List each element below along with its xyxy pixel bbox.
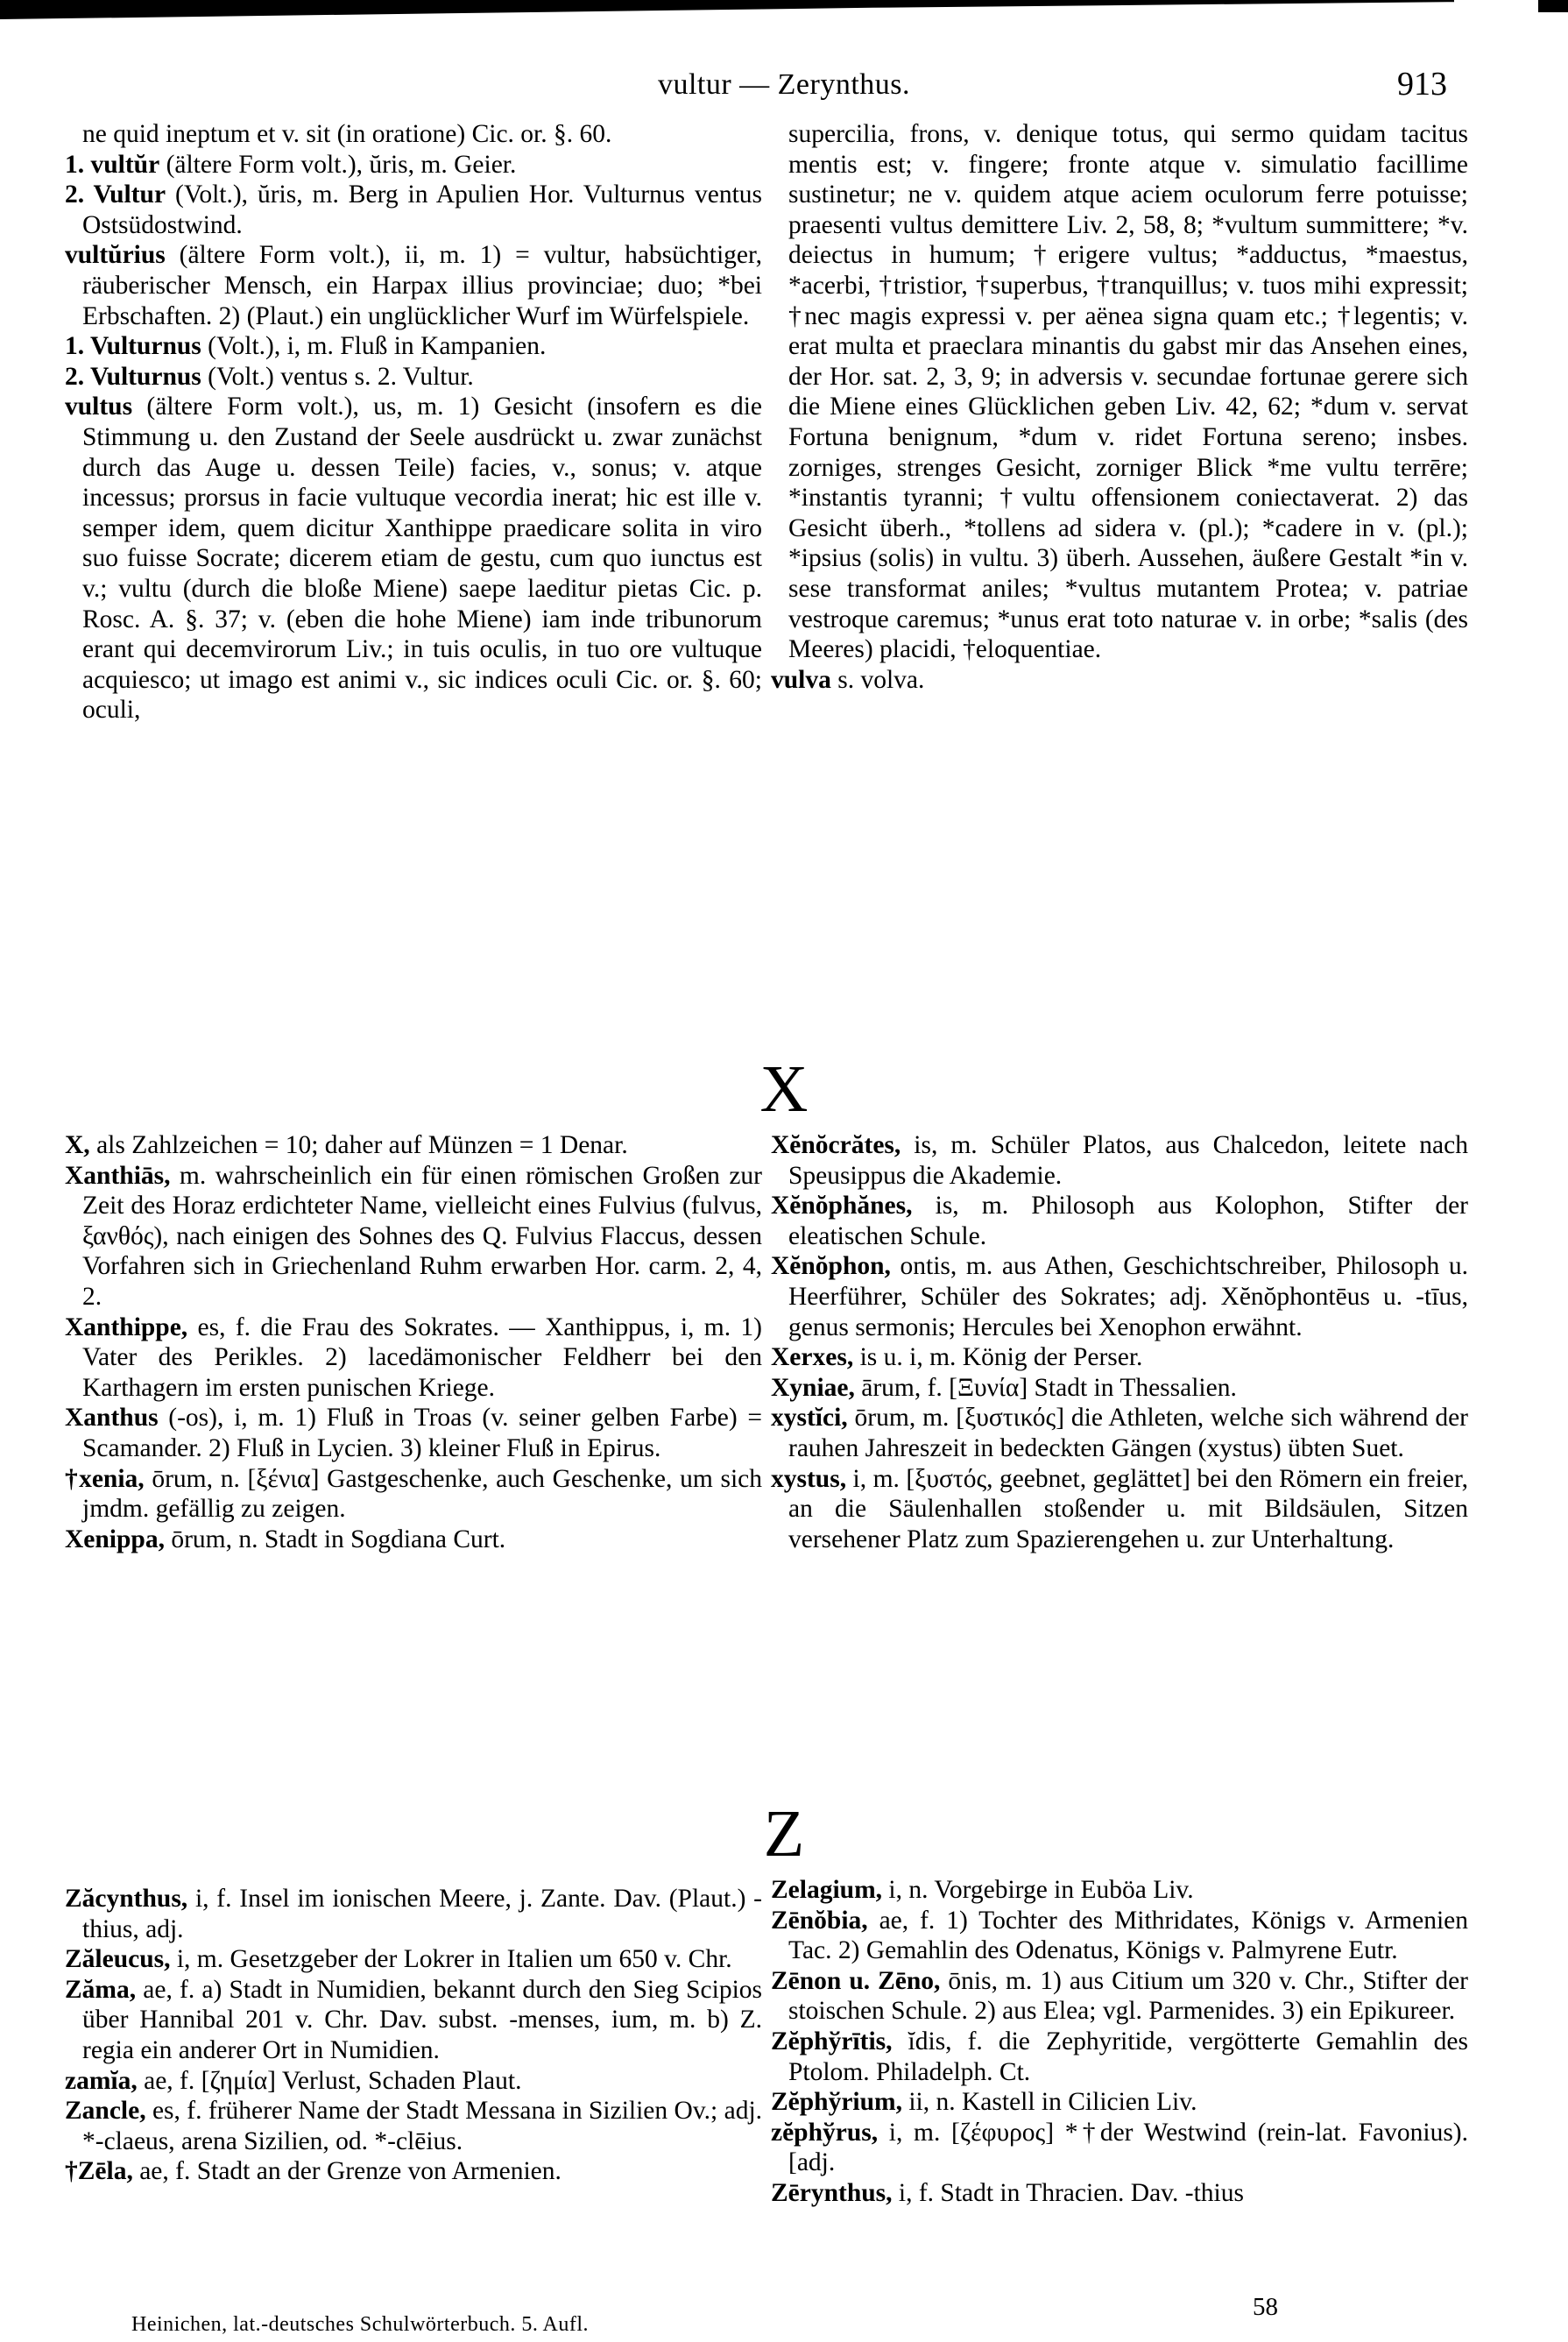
headword: vultŭrius — [65, 241, 166, 270]
dictionary-entry — [65, 2066, 762, 2097]
entry-definition: i, f. Insel im ionischen Meere, j. Zante. Dav. (Plaut.) -thius, adj. — [82, 1885, 762, 1943]
entry-definition: ae, f. Stadt an der Grenze von Armenien. — [132, 2157, 562, 2186]
headword: vultus — [65, 393, 133, 421]
entry-definition: ĭdis, f. die Zephyritide, vergötterte Gemahlin des Ptolom. Philadelph. Ct. — [788, 2027, 1468, 2086]
entry-definition: (-os), i, m. 1) Fluß in Troas (v. seiner gelben Farbe) = Scamander. 2) Fluß in Lycien. 3) kleiner Fluß in Epirus. — [82, 1404, 762, 1462]
entry-definition: (Volt.), i, m. Fluß in Kampanien. — [201, 332, 547, 361]
dictionary-entry — [771, 1906, 1468, 1966]
headword: Zancle, — [65, 2097, 146, 2126]
column-v-left — [65, 119, 762, 725]
column-z-right — [771, 1875, 1468, 2209]
entry-definition: (ältere Form volt.), ŭris, m. Geier. — [159, 150, 517, 179]
entry-definition: i, n. Vorgebirge in Euböa Liv. — [882, 1876, 1194, 1904]
dictionary-entry — [65, 1161, 762, 1313]
dictionary-entry — [65, 180, 762, 240]
entry-definition: ōrum, n. [ξένια] Gastgeschenke, auch Geschenke, um sich jmdm. gefällig zu zeigen. — [82, 1464, 762, 1524]
headword: vulva — [771, 665, 831, 694]
entry-definition: (ältere Form volt.), ii, m. 1) = vultur, habsüchtiger, räuberischer Mensch, ein Harpax illius provinciae; duo; *bei Erbschaften. 2) (Plaut.) ein unglücklicher Wurf im Würfelspiele. — [82, 241, 762, 330]
section-heading-x: X — [759, 1052, 809, 1126]
entry-definition: es, f. die Frau des Sokrates. — Xanthippus, i, m. 1) Vater des Perikles. 2) lacedämonischer Feldherr bei den Karthagern im ersten punischen Kriege. — [82, 1313, 762, 1402]
entry-definition: is u. i, m. König der Perser. — [853, 1343, 1143, 1372]
entry-definition: (Volt.), ŭris, m. Berg in Apulien Hor. Vulturnus ventus Ostsüdostwind. — [82, 180, 762, 239]
dictionary-entry — [65, 2096, 762, 2156]
headword: Zăma, — [65, 1975, 137, 2004]
signature-mark: 58 — [1253, 2293, 1278, 2321]
dictionary-entry — [65, 119, 762, 150]
headword: Xĕnŏphon, — [771, 1252, 891, 1281]
entry-definition: ne quid ineptum et v. sit (in oratione) Cic. or. §. 60. — [82, 120, 612, 148]
entry-definition: i, m. Gesetzgeber der Lokrer in Italien um 650 v. Chr. — [170, 1945, 732, 1974]
dictionary-entry — [771, 665, 1468, 696]
entry-definition: i, m. [ζέφυρος] *†der Westwind (rein-lat. Favonius). [adj. — [788, 2118, 1468, 2177]
dictionary-entry — [65, 1313, 762, 1404]
dictionary-entry — [771, 2178, 1468, 2209]
headword: Zăleucus, — [65, 1945, 171, 1974]
column-x-left — [65, 1130, 762, 1554]
headword: Xyniae, — [771, 1373, 855, 1402]
entry-definition: ārum, f. [Ξυνία] Stadt in Thessalien. — [854, 1373, 1237, 1402]
dictionary-entry — [65, 362, 762, 393]
entry-definition: ōnis, m. 1) aus Citium um 320 v. Chr., Stifter der stoischen Schule. 2) aus Elea; vgl. Parmenides. 3) ein Epikureer. — [788, 1966, 1468, 2026]
dictionary-entry — [65, 1944, 762, 1975]
entry-definition: m. wahrscheinlich ein für einen römischen Großen zur Zeit des Horaz erdichteter Name, vielleicht eines Fulvius (fulvus, ξανθός), nach einigen des Sohnes des Q. Fulvius Flaccus, dessen Vorfahren sich in Griechenland Ruhm erwarben Hor. carm. 2, 4, 2. — [82, 1161, 762, 1311]
headword: Zăcynthus, — [65, 1885, 188, 1913]
dictionary-entry — [771, 1464, 1468, 1555]
scan-edge-band — [0, 0, 1454, 19]
dictionary-entry — [65, 331, 762, 362]
headword: Zĕphўrium, — [771, 2088, 902, 2117]
running-head: vultur — Zerynthus. — [657, 68, 911, 101]
dictionary-entry — [771, 2027, 1468, 2087]
dictionary-entry — [65, 1884, 762, 1944]
dictionary-entry — [771, 1130, 1468, 1191]
dictionary-entry — [771, 2118, 1468, 2178]
entry-definition: is, m. Philosoph aus Kolophon, Stifter der eleatischen Schule. — [788, 1192, 1468, 1250]
dictionary-entry — [65, 150, 762, 180]
dictionary-entry — [65, 1975, 762, 2066]
dictionary-entry — [65, 2156, 762, 2187]
dictionary-entry — [771, 1875, 1468, 1906]
entry-definition: ae, f. a) Stadt in Numidien, bekannt durch den Sieg Scipios über Hannibal 201 v. Chr. Dav. subst. -menses, ium, m. b) Z. regia ein anderer Ort in Numidien. — [82, 1975, 762, 2064]
headword: zamĭa, — [65, 2066, 138, 2095]
headword: Zelagium, — [771, 1876, 883, 1904]
headword: 1. Vulturnus — [65, 332, 201, 361]
dictionary-entry — [771, 1373, 1468, 1404]
dictionary-entry — [65, 1464, 762, 1525]
column-v-right — [771, 119, 1468, 695]
dictionary-entry — [771, 1251, 1468, 1342]
headword: Zēnon u. Zēno, — [771, 1966, 941, 1995]
headword: Xanthippe, — [65, 1313, 188, 1341]
headword: xystus, — [771, 1464, 847, 1493]
headword: X, — [65, 1131, 90, 1159]
dictionary-entry — [65, 1403, 762, 1463]
entry-definition: ōrum, m. [ξυστικός] die Athleten, welche sich während der rauhen Jahreszeit in bedeckten Gängen (xystus) übten Suet. — [788, 1404, 1468, 1462]
dictionary-entry — [65, 1130, 762, 1161]
headword: 2. Vulturnus — [65, 362, 201, 391]
headword: Xĕnŏphănes, — [771, 1192, 913, 1221]
dictionary-entry — [771, 2087, 1468, 2118]
column-x-right — [771, 1130, 1468, 1554]
headword: zĕphўrus, — [771, 2118, 879, 2147]
dictionary-entry — [771, 1966, 1468, 2027]
headword: 1. vultŭr — [65, 150, 160, 179]
entry-definition: es, f. früherer Name der Stadt Messana in Sizilien Ov.; adj. *-claeus, arena Sizilien, od. *-clēius. — [82, 2097, 763, 2155]
headword: xystĭci, — [771, 1404, 848, 1433]
entry-definition: i, m. [ξυστός, geebnet, geglättet] bei den Römern ein freier, an die Säulenhallen stoßender u. mit Bildsäulen, Sitzen versehener Platz zum Spazierengehen u. zur Unterhaltung. — [788, 1464, 1468, 1553]
page-number: 913 — [1397, 66, 1447, 103]
entry-definition: ōrum, n. Stadt in Sogdiana Curt. — [164, 1525, 506, 1553]
entry-definition: (Volt.) ventus s. 2. Vultur. — [201, 362, 474, 391]
headword: Xĕnŏcrătes, — [771, 1131, 901, 1159]
dictionary-entry — [65, 1525, 762, 1555]
entry-definition: i, f. Stadt in Thracien. Dav. -thius — [892, 2178, 1244, 2207]
dictionary-entry — [65, 240, 762, 331]
entry-definition: ontis, m. aus Athen, Geschichtschreiber, Philosoph u. Heerführer, Schüler des Sokrates; adj. Xĕnŏphontēus u. -tīus, genus sermonis; Hercules bei Xenophon erwähnt. — [788, 1252, 1468, 1341]
dictionary-entry — [771, 119, 1468, 665]
dictionary-entry — [771, 1191, 1468, 1251]
headword: Zĕphўrītis, — [771, 2027, 893, 2055]
entry-definition: supercilia, frons, v. denique totus, qui sermo quidam tacitus mentis est; v. fingere; fronte atque v. simulatio facillime sustinetur; ne v. quidem atque aciem oculorum ferre potuisse; praesenti vultus demittere Liv. 2, 58, 8; *vultum summittere; *v. deiectus in humum; †erigere vultus; *adductus, *maestus, *acerbi, †tristior, †superbus, †tranquillus; v. tuos mihi expressit; †nec magis expressi v. per aënea signa quam etc.; †legentis; v. erat multa et praeclara minantis du gabst mir das Ansehen eines, der Hor. sat. 2, 3, 9; in adversis v. secundae fortunae gerere sich die Miene eines Glücklichen geben Liv. 42, 62; *dum v. servat Fortuna benignum, *dum v. ridet Fortuna sereno; insbes. zorniges, strenges Gesicht, zorniger Blick *me vultu terrēre; *instantis tyranni; †vultu offensionem coniectaverat. 2) das Gesicht überh., *tollens ad sidera v. (pl.); *cadere in v. (pl.); *ipsius (solis) in vultu. 3) überh. Aussehen, äußere Gestalt *in v. sese transformat aniles; *vultus mutantem Protea; v. patriae vestroque caremus; *unus erat toto naturae v. in orbe; *salis (des Meeres) placidi, †eloquentiae. — [788, 120, 1468, 664]
entry-definition: (ältere Form volt.), us, m. 1) Gesicht (insofern es die Stimmung u. den Zustand der Seele ausdrückt u. zwar zunächst durch das Auge u. dessen Teile) facies, v., sonus; v. atque incessus; prorsus in facie vultuque vecordia inerat; hic est ille v. semper idem, quem dicitur Xanthippe praedicare solita in viro suo fuisse Socrate; dicerem etiam de gestu, cum quo iunctus est v.; vultu (durch die bloße Miene) saepe laeditur pietas Cic. p. Rosc. A. §. 37; v. (eben die hohe Miene) iam inde tribunorum erant qui decemvirorum Liv.; in tuis oculis, in tuo ore vultuque acquiesco; ut imago est animi v., sic indices oculi Cic. or. §. 60; oculi, — [82, 393, 762, 725]
entry-definition: ae, f. 1) Tochter des Mithridates, Königs v. Armenien Tac. 2) Gemahlin des Odenatus, Königs v. Palmyrene Eutr. — [788, 1906, 1468, 1965]
headword: Xenippa, — [65, 1525, 165, 1553]
headword: Zēnŏbia, — [771, 1906, 868, 1935]
column-z-left — [65, 1884, 762, 2187]
dictionary-entry — [65, 392, 762, 725]
footer-imprint: Heinichen, lat.-deutsches Schulwörterbuch. 5. Aufl. — [131, 2313, 590, 2336]
headword: Xanthiās, — [65, 1161, 171, 1190]
headword: †xenia, — [65, 1464, 145, 1493]
entry-definition: ae, f. [ζημία] Verlust, Schaden Plaut. — [137, 2066, 522, 2095]
section-heading-z: Z — [763, 1797, 805, 1871]
dictionary-entry — [771, 1342, 1468, 1373]
dictionary-entry — [771, 1403, 1468, 1463]
headword: Zērynthus, — [771, 2178, 893, 2207]
headword: 2. Vultur — [65, 180, 166, 209]
scan-edge-corner — [1538, 0, 1568, 12]
entry-definition: s. volva. — [830, 665, 925, 694]
headword: Xanthus — [65, 1404, 159, 1433]
headword: †Zēla, — [65, 2157, 133, 2186]
entry-definition: is, m. Schüler Platos, aus Chalcedon, leitete nach Speusippus die Akademie. — [788, 1131, 1468, 1190]
entry-definition: ii, n. Kastell in Cilicien Liv. — [901, 2088, 1197, 2117]
entry-definition: als Zahlzeichen = 10; daher auf Münzen = 1 Denar. — [89, 1131, 628, 1159]
headword: Xerxes, — [771, 1343, 854, 1372]
